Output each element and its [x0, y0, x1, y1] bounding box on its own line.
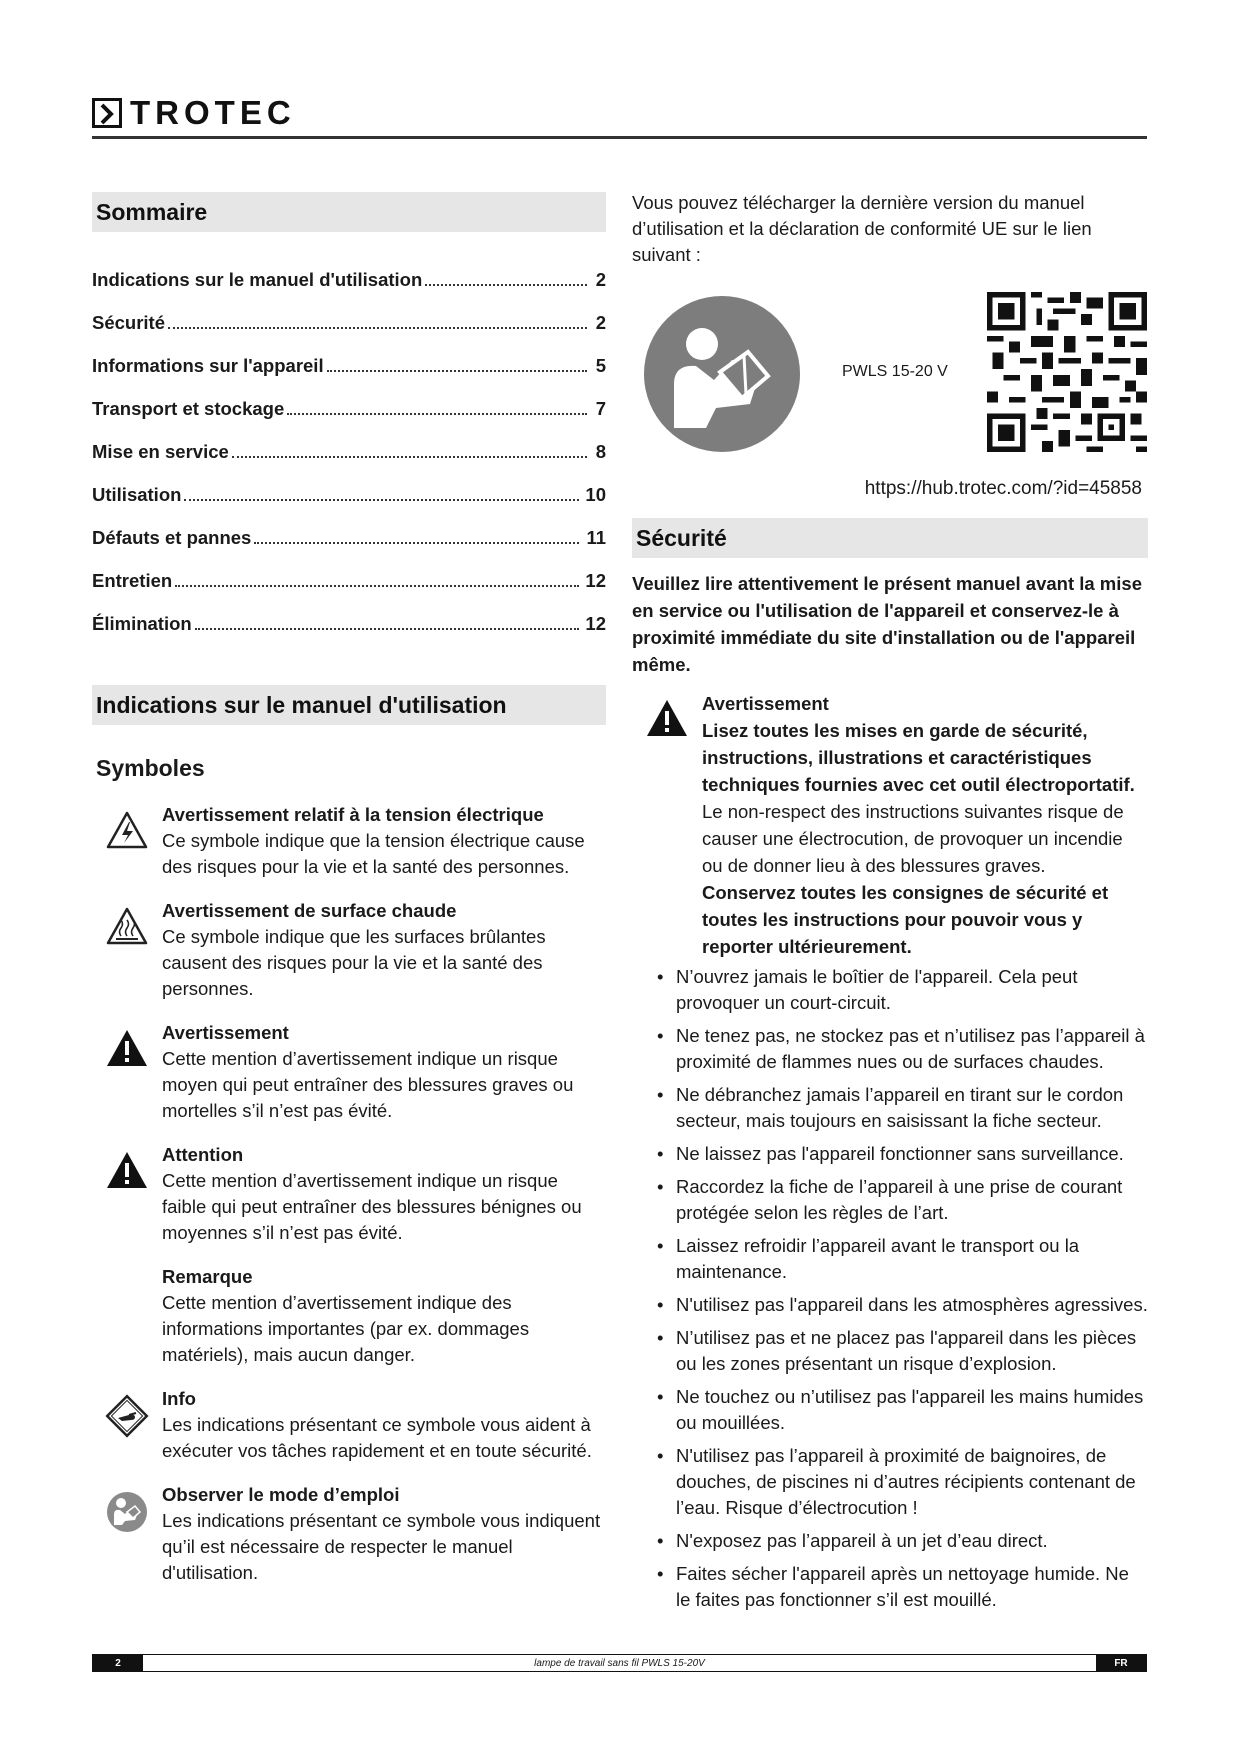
- right-column: [632, 190, 1148, 1620]
- list-item: • N'exposez pas l’appareil à un jet d’eau direct.: [657, 1530, 1048, 1551]
- list-item: • Ne touchez ou n’utilisez pas l'appareil les mains humides ou mouillées.: [657, 1386, 1144, 1433]
- symbol-entry: [92, 1264, 606, 1368]
- warning-label: Avertissement: [702, 693, 829, 714]
- electric-voltage-warning-icon: [92, 802, 162, 880]
- model-label: PWLS 15-20 V: [842, 363, 948, 380]
- chevron-right-icon: [92, 98, 122, 128]
- symbol-entry: [92, 1482, 606, 1586]
- list-item: • Ne tenez pas, ne stockez pas et n’utilisez pas l’appareil à proximité de flammes nues ou de surfaces chaudes.: [657, 1025, 1145, 1072]
- toc-entry[interactable]: Mise en service 8: [92, 441, 606, 462]
- warning-icon: [632, 690, 702, 960]
- safety-heading: Sécurité: [632, 518, 1148, 558]
- symbol-title: Remarque: [162, 1266, 253, 1287]
- list-item: • Faites sécher l'appareil après un nettoyage humide. Ne le faites pas fonctionner s’il est mouillé.: [657, 1563, 1129, 1610]
- brand-name: TROTEC: [130, 94, 296, 131]
- language-badge: FR: [1096, 1655, 1146, 1671]
- safety-bullet-list: [632, 964, 1148, 1613]
- toc-entry[interactable]: Informations sur l'appareil 5: [92, 355, 606, 376]
- list-item: • Laissez refroidir l’appareil avant le transport ou la maintenance.: [657, 1235, 1080, 1282]
- toc-entry[interactable]: Entretien 12: [92, 570, 606, 591]
- trotec-logo: [92, 94, 296, 131]
- info-hand-icon: [92, 1386, 162, 1464]
- symbol-entry: [92, 1386, 606, 1464]
- qr-code-icon[interactable]: [987, 292, 1147, 452]
- safety-warning-block: [632, 690, 1148, 960]
- list-item: • N'utilisez pas l'appareil dans les atmosphères agressives.: [657, 1294, 1148, 1315]
- table-of-contents: [92, 248, 606, 635]
- toc-entry[interactable]: Élimination 12: [92, 613, 606, 634]
- symbol-entry: [92, 898, 606, 1002]
- page-footer: [92, 1654, 1147, 1672]
- symbol-title: Avertissement de surface chaude: [162, 900, 457, 921]
- toc-entry[interactable]: Utilisation 10: [92, 484, 606, 505]
- warning-bold-text: Lisez toutes les mises en garde de sécurité, instructions, illustrations et caractéristiques techniques fournies avec cet outil électroportatif.: [702, 720, 1135, 795]
- symbol-description: Cette mention d’avertissement indique des informations importantes (par ex. dommages matériels), mais aucun danger.: [162, 1292, 530, 1365]
- symbol-description: Ce symbole indique que la tension électrique cause des risques pour la vie et la santé des personnes.: [162, 830, 585, 877]
- symbol-title: Attention: [162, 1144, 244, 1165]
- symbol-description: Cette mention d’avertissement indique un risque moyen qui peut entraîner des blessures graves ou mortelles s’il n’est pas évité.: [162, 1048, 574, 1121]
- symbol-description: Cette mention d’avertissement indique un risque faible qui peut entraîner des blessures bénignes ou moyennes s’il n’est pas évité.: [162, 1170, 582, 1243]
- symbol-entry: [92, 1020, 606, 1124]
- download-intro: Vous pouvez télécharger la dernière version du manuel d’utilisation et la déclaration de conformité UE sur le lien suivant :: [632, 192, 1092, 265]
- list-item: • Ne débranchez jamais l’appareil en tirant sur le cordon secteur, mais toujours en saisissant la fiche secteur.: [657, 1084, 1124, 1131]
- symbol-entry: [92, 802, 606, 880]
- safety-lead: Veuillez lire attentivement le présent manuel avant la mise en service ou l'utilisation de l'appareil et conservez-le à proximité immédiate du site d'installation ou de l'appareil même.: [632, 573, 1142, 675]
- header-divider: [92, 136, 1147, 139]
- symbol-description: Ce symbole indique que les surfaces brûlantes causent des risques pour la vie et la santé des personnes.: [162, 926, 546, 999]
- symbol-description: Les indications présentant ce symbole vous indiquent qu’il est nécessaire de respecter le manuel d'utilisation.: [162, 1510, 601, 1583]
- toc-entry[interactable]: Sécurité 2: [92, 312, 606, 333]
- toc-entry[interactable]: Transport et stockage 7: [92, 398, 606, 419]
- symbols-heading: Symboles: [96, 755, 205, 781]
- list-item: • N’ouvrez jamais le boîtier de l'appareil. Cela peut provoquer un court-circuit.: [657, 966, 1078, 1013]
- symbol-entry: [92, 1142, 606, 1246]
- warning-icon: [92, 1020, 162, 1124]
- warning-bold-text: Conservez toutes les consignes de sécurité et toutes les instructions pour pouvoir vous y reporter ultérieurement.: [702, 882, 1109, 957]
- list-item: • Ne laissez pas l'appareil fonctionner sans surveillance.: [657, 1143, 1124, 1164]
- caution-icon: [92, 1142, 162, 1246]
- toc-entry[interactable]: Indications sur le manuel d'utilisation 2: [92, 269, 606, 290]
- read-manual-icon: [644, 296, 800, 452]
- read-manual-icon: [92, 1482, 162, 1586]
- download-block: [632, 286, 1148, 474]
- hot-surface-warning-icon: [92, 898, 162, 1002]
- symbol-description: Les indications présentant ce symbole vous aident à exécuter vos tâches rapidement et en toute sécurité.: [162, 1414, 592, 1461]
- manual-section-heading: Indications sur le manuel d'utilisation: [92, 685, 606, 725]
- symbol-title: Info: [162, 1388, 196, 1409]
- page-number: 2: [93, 1655, 143, 1671]
- download-link[interactable]: https://hub.trotec.com/?id=45858: [864, 478, 1142, 499]
- list-item: • Raccordez la fiche de l’appareil à une prise de courant protégée selon les règles de l’art.: [657, 1176, 1123, 1223]
- footer-doc-title: lampe de travail sans fil PWLS 15-20V: [534, 1657, 705, 1669]
- list-item: • N'utilisez pas l’appareil à proximité de baignoires, de douches, de piscines ni d’autres récipients contenant de l’eau. Risque d’électrocution !: [657, 1445, 1136, 1518]
- warning-text: Le non-respect des instructions suivantes risque de causer une électrocution, de provoquer un incendie ou de donner lieu à des blessures graves.: [702, 801, 1124, 876]
- symbol-title: Observer le mode d’emploi: [162, 1484, 400, 1505]
- toc-heading: Sommaire: [92, 192, 606, 232]
- left-column: [92, 192, 606, 1586]
- symbol-title: Avertissement: [162, 1022, 289, 1043]
- list-item: • N’utilisez pas et ne placez pas l'appareil dans les pièces ou les zones présentant un risque d’explosion.: [657, 1327, 1137, 1374]
- toc-entry[interactable]: Défauts et pannes 11: [92, 527, 606, 548]
- symbol-title: Avertissement relatif à la tension électrique: [162, 804, 544, 825]
